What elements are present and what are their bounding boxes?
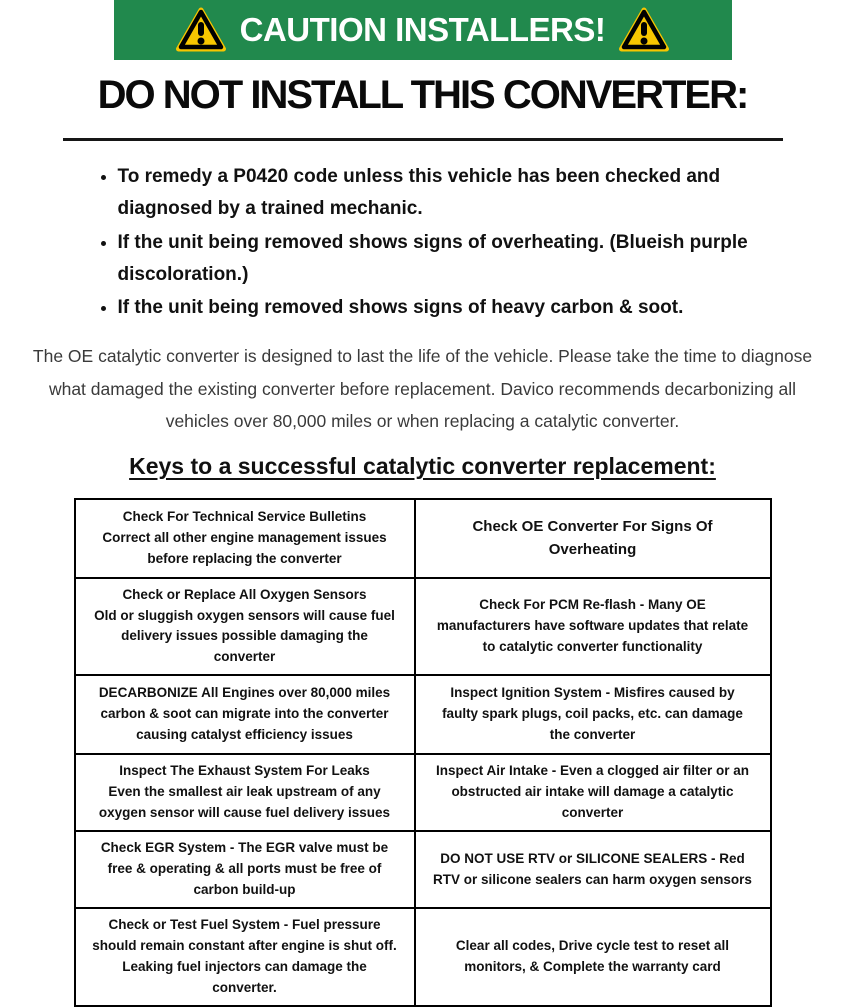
caution-banner xyxy=(114,0,732,60)
table-cell xyxy=(75,831,415,908)
table-row xyxy=(75,908,771,1006)
cell-text: Check For Technical Service Bulletins xyxy=(122,508,367,524)
paragraph-line: The OE catalytic converter is designed to last the life of the vehicle. Please take the time to diagnose xyxy=(32,346,813,367)
divider-line xyxy=(63,138,783,141)
advisory-paragraph xyxy=(0,340,845,437)
warning-triangle-icon xyxy=(619,7,669,53)
table-cell xyxy=(75,908,415,1006)
table-row xyxy=(75,831,771,908)
cell-text: Clear all codes, Drive cycle test to reset all monitors, & Complete the warranty card xyxy=(455,937,730,974)
keys-heading-text: Keys to a successful catalytic converter replacement: xyxy=(129,452,716,479)
cell-text: DO NOT USE RTV or SILICONE SEALERS - Red RTV or silicone sealers can harm oxygen sensors xyxy=(433,850,752,887)
table-row xyxy=(75,578,771,676)
cell-text: DECARBONIZE All Engines over 80,000 miles carbon & soot can migrate into the converter causing catalyst efficiency issues xyxy=(98,685,391,743)
table-cell xyxy=(415,831,771,908)
table-cell xyxy=(75,754,415,831)
page-title: DO NOT INSTALL THIS CONVERTER: xyxy=(97,73,748,117)
paragraph-line: vehicles over 80,000 miles or when replacing a catalytic converter. xyxy=(165,411,680,432)
cell-text: Inspect Air Intake - Even a clogged air filter or an obstructed air intake will damage a catalytic converter xyxy=(435,763,750,821)
table-row xyxy=(75,754,771,831)
list-item xyxy=(118,292,773,324)
keys-heading xyxy=(0,453,845,480)
bullet-text: • If the unit being removed shows signs of heavy carbon & soot. xyxy=(117,297,684,319)
cell-text: Inspect The Exhaust System For Leaks xyxy=(119,763,370,779)
table-cell xyxy=(415,754,771,831)
table-cell xyxy=(415,675,771,754)
cell-text: Even the smallest air leak upstream of any oxygen sensor will cause fuel delivery issues xyxy=(98,784,391,821)
cell-text: Check EGR System - The EGR valve must be free & operating & all ports must be free of carbon build-up xyxy=(100,840,389,898)
table-cell xyxy=(75,675,415,754)
cell-text: Check For PCM Re-flash - Many OE manufacturers have software updates that relate to catalytic converter functionality xyxy=(436,597,749,654)
table-cell xyxy=(75,499,415,578)
paragraph-line: what damaged the existing converter before replacement. Davico recommends decarbonizing all xyxy=(48,378,797,399)
list-item xyxy=(118,227,773,292)
table-row xyxy=(75,675,771,754)
warning-triangle-icon xyxy=(176,7,226,53)
cell-text: Check or Replace All Oxygen Sensors xyxy=(122,586,367,602)
table-cell xyxy=(75,578,415,676)
cell-text: Correct all other engine management issues before replacing the converter xyxy=(102,529,387,566)
warning-bullet-list xyxy=(73,161,773,324)
banner-title: CAUTION INSTALLERS! xyxy=(239,11,606,48)
bullet-text: diagnosed by a trained mechanic. xyxy=(117,198,423,220)
cell-text: Check or Test Fuel System - Fuel pressure should remain constant after engine is shut off. Leaking fuel injectors can damage the converter. xyxy=(92,917,397,995)
table-cell xyxy=(415,908,771,1006)
table-cell xyxy=(415,578,771,676)
cell-text: Old or sluggish oxygen sensors will cause fuel delivery issues possible damaging the converter xyxy=(94,607,395,665)
table-cell xyxy=(415,499,771,578)
bullet-text: • If the unit being removed shows signs of overheating. (Blueish purple xyxy=(117,231,748,253)
cell-text: Check OE Converter For Signs Of Overheating xyxy=(472,517,713,559)
list-item xyxy=(118,161,773,226)
bullet-text: discoloration.) xyxy=(117,263,249,285)
table-row xyxy=(75,499,771,578)
bullet-text: • To remedy a P0420 code unless this vehicle has been checked and xyxy=(117,166,721,187)
cell-text: Inspect Ignition System - Misfires caused by faulty spark plugs, coil packs, etc. can damage the converter xyxy=(442,685,743,743)
keys-table xyxy=(74,498,772,1007)
